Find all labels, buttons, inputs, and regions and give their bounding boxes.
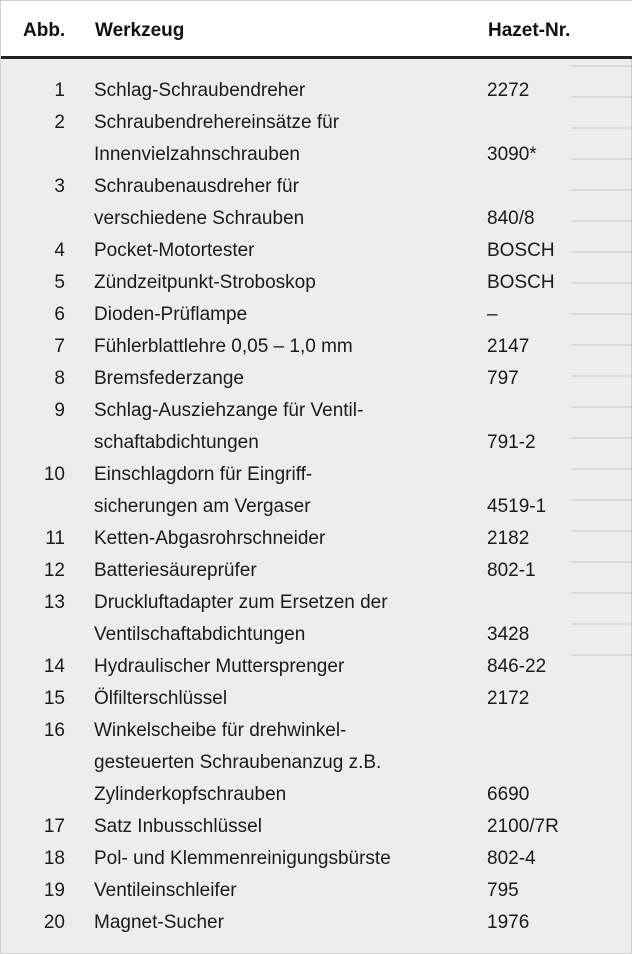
row-hazet-nr: 4519-1 <box>487 496 547 517</box>
table-row <box>1 267 632 299</box>
row-hazet-nr: 791-2 <box>487 432 536 453</box>
row-number: 9 <box>54 400 65 421</box>
row-tool: Schlag-Schraubendreher <box>94 80 306 101</box>
table-row <box>1 843 632 875</box>
row-number: 12 <box>43 560 65 581</box>
row-tool: Zündzeitpunkt-Stroboskop <box>94 272 316 293</box>
table-row <box>1 683 632 715</box>
row-number: 19 <box>43 880 65 901</box>
table-row <box>1 587 632 651</box>
header-nr: Hazet-Nr. <box>488 20 571 41</box>
table-body <box>1 75 632 939</box>
row-tool: Schraubendrehereinsätze für Innenvielzahnschrauben <box>94 112 340 165</box>
row-number: 2 <box>54 112 65 133</box>
row-tool: Pocket-Motortester <box>94 240 255 261</box>
table-row <box>1 651 632 683</box>
row-hazet-nr: 795 <box>487 880 519 901</box>
row-hazet-nr: 802-1 <box>487 560 536 581</box>
table-row <box>1 523 632 555</box>
table-row <box>1 171 632 235</box>
row-number: 14 <box>43 656 65 677</box>
row-hazet-nr: 6690 <box>487 784 530 805</box>
row-tool: Fühlerblattlehre 0,05 – 1,0 mm <box>94 336 353 357</box>
row-hazet-nr: 2172 <box>487 688 530 709</box>
row-hazet-nr: 846-22 <box>487 656 547 677</box>
row-hazet-nr: – <box>487 304 498 325</box>
row-tool: Satz Inbusschlüssel <box>94 816 262 837</box>
table-row <box>1 907 632 939</box>
table-row <box>1 107 632 171</box>
table-row <box>1 459 632 523</box>
row-hazet-nr: 2272 <box>487 80 530 101</box>
row-tool: Batteriesäureprüfer <box>94 560 257 581</box>
table-row <box>1 875 632 907</box>
row-number: 20 <box>43 912 65 933</box>
table-row <box>1 715 632 811</box>
table-row <box>1 235 632 267</box>
row-tool: Winkelscheibe für drehwinkel- gesteuerten Schraubenanzug z.B. Zylinderkopfschrauben <box>94 720 382 805</box>
row-number: 17 <box>43 816 65 837</box>
row-tool: Magnet-Sucher <box>94 912 224 933</box>
row-number: 1 <box>54 80 65 101</box>
row-tool: Druckluftadapter zum Ersetzen der Ventilschaftabdichtungen <box>94 592 388 645</box>
row-tool: Schraubenausdreher für verschiedene Schrauben <box>94 176 305 229</box>
row-number: 3 <box>54 176 65 197</box>
row-number: 15 <box>43 688 65 709</box>
row-tool: Einschlagdorn für Eingriff- sicherungen am Vergaser <box>94 464 313 517</box>
row-hazet-nr: 1976 <box>487 912 530 933</box>
header-tool: Werkzeug <box>95 20 185 41</box>
row-number: 6 <box>54 304 65 325</box>
row-hazet-nr: 2147 <box>487 336 530 357</box>
row-number: 13 <box>43 592 65 613</box>
table-row <box>1 331 632 363</box>
row-tool: Hydraulischer Muttersprenger <box>94 656 345 677</box>
row-hazet-nr: 797 <box>487 368 519 389</box>
row-tool: Ölfilterschlüssel <box>94 688 228 709</box>
row-hazet-nr: 3090* <box>487 144 537 165</box>
row-hazet-nr: 2182 <box>487 528 530 549</box>
table-row <box>1 299 632 331</box>
row-hazet-nr: 3428 <box>487 624 530 645</box>
row-number: 16 <box>43 720 65 741</box>
row-number: 10 <box>43 464 65 485</box>
table-row <box>1 555 632 587</box>
row-number: 18 <box>43 848 65 869</box>
row-tool: Bremsfederzange <box>94 368 244 389</box>
row-hazet-nr: BOSCH <box>487 240 555 261</box>
row-tool: Schlag-Ausziehzange für Ventil- schaftabdichtungen <box>94 400 364 453</box>
row-hazet-nr: BOSCH <box>487 272 555 293</box>
row-hazet-nr: 802-4 <box>487 848 536 869</box>
row-tool: Ventileinschleifer <box>94 880 237 901</box>
row-number: 7 <box>54 336 65 357</box>
row-number: 4 <box>54 240 65 261</box>
row-tool: Pol- und Klemmenreinigungsbürste <box>94 848 391 869</box>
header-abb: Abb. <box>23 20 66 41</box>
table-row <box>1 363 632 395</box>
row-tool: Dioden-Prüflampe <box>94 304 248 325</box>
table-row <box>1 811 632 843</box>
table-row <box>1 395 632 459</box>
row-tool: Ketten-Abgasrohrschneider <box>94 528 326 549</box>
row-hazet-nr: 840/8 <box>487 208 535 229</box>
row-hazet-nr: 2100/7R <box>487 816 559 837</box>
table-header <box>1 1 632 59</box>
row-number: 11 <box>45 528 65 549</box>
row-number: 5 <box>54 272 65 293</box>
row-number: 8 <box>54 368 65 389</box>
table-row <box>1 75 632 107</box>
